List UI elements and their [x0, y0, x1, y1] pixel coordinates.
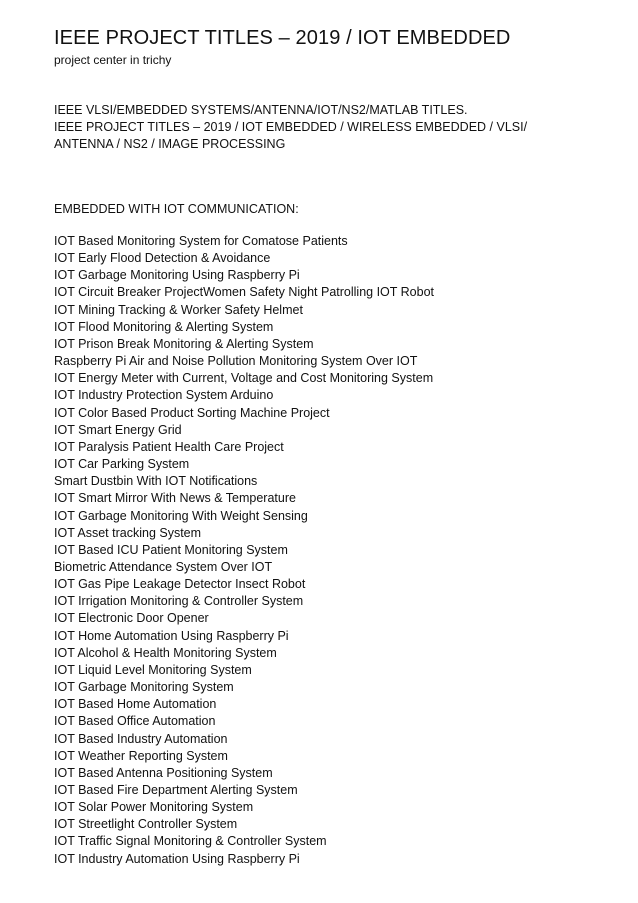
- page-subtitle: project center in trichy: [54, 53, 172, 67]
- list-item: Biometric Attendance System Over IOT: [54, 559, 273, 574]
- list-item: IOT Solar Power Monitoring System: [54, 800, 254, 815]
- list-item: IOT Industry Protection System Arduino: [54, 388, 274, 403]
- list-item: IOT Color Based Product Sorting Machine Project: [54, 405, 330, 420]
- list-item: IOT Electronic Door Opener: [54, 611, 209, 626]
- list-item: IOT Based Monitoring System for Comatose Patients: [54, 234, 348, 248]
- list-item: IOT Paralysis Patient Health Care Project: [54, 439, 284, 454]
- list-item: IOT Flood Monitoring & Alerting System: [54, 319, 274, 334]
- list-item: IOT Prison Break Monitoring & Alerting System: [54, 336, 314, 351]
- list-item: IOT Industry Automation Using Raspberry Pi: [54, 851, 300, 866]
- list-item: IOT Alcohol & Health Monitoring System: [54, 645, 277, 660]
- list-item: IOT Smart Energy Grid: [54, 422, 182, 437]
- list-item: IOT Traffic Signal Monitoring & Controller System: [54, 834, 327, 849]
- list-item: IOT Early Flood Detection & Avoidance: [54, 251, 271, 266]
- list-item: IOT Garbage Monitoring System: [54, 680, 234, 695]
- list-item: IOT Streetlight Controller System: [54, 817, 238, 832]
- list-item: Raspberry Pi Air and Noise Pollution Monitoring System Over IOT: [54, 354, 418, 369]
- list-item: IOT Weather Reporting System: [54, 748, 228, 763]
- list-item: IOT Mining Tracking & Worker Safety Helmet: [54, 302, 303, 317]
- list-item: IOT Based ICU Patient Monitoring System: [54, 542, 288, 557]
- list-item: IOT Based Fire Department Alerting System: [54, 783, 298, 797]
- list-item: IOT Irrigation Monitoring & Controller System: [54, 594, 304, 609]
- list-item: IOT Garbage Monitoring With Weight Sensing: [54, 508, 308, 523]
- intro-line: IEEE PROJECT TITLES – 2019 / IOT EMBEDDED / WIRELESS EMBEDDED / VLSI/: [54, 120, 528, 134]
- list-item: IOT Gas Pipe Leakage Detector Insect Robot: [54, 577, 306, 592]
- intro-line: IEEE VLSI/EMBEDDED SYSTEMS/ANTENNA/IOT/NS2/MATLAB TITLES.: [54, 103, 468, 117]
- list-item: IOT Smart Mirror With News & Temperature: [54, 491, 296, 506]
- list-item: IOT Based Industry Automation: [54, 731, 228, 746]
- list-item: IOT Based Office Automation: [54, 714, 216, 729]
- list-item: IOT Based Home Automation: [54, 697, 217, 712]
- intro-line: ANTENNA / NS2 / IMAGE PROCESSING: [54, 137, 286, 151]
- list-item: IOT Liquid Level Monitoring System: [54, 662, 252, 677]
- list-item: Smart Dustbin With IOT Notifications: [54, 474, 258, 489]
- list-item: IOT Garbage Monitoring Using Raspberry Pi: [54, 268, 300, 283]
- list-item: IOT Circuit Breaker ProjectWomen Safety Night Patrolling IOT Robot: [54, 285, 435, 300]
- page-title: IEEE PROJECT TITLES – 2019 / IOT EMBEDDED: [54, 27, 511, 49]
- list-item: IOT Car Parking System: [54, 457, 190, 472]
- list-item: IOT Home Automation Using Raspberry Pi: [54, 628, 289, 643]
- section-heading: EMBEDDED WITH IOT COMMUNICATION:: [54, 202, 299, 216]
- list-item: IOT Asset tracking System: [54, 525, 202, 540]
- list-item: IOT Based Antenna Positioning System: [54, 765, 273, 780]
- list-item: IOT Energy Meter with Current, Voltage and Cost Monitoring System: [54, 371, 434, 386]
- project-title-list: [54, 233, 614, 868]
- intro-paragraph: [54, 102, 614, 153]
- document-page: [54, 26, 614, 884]
